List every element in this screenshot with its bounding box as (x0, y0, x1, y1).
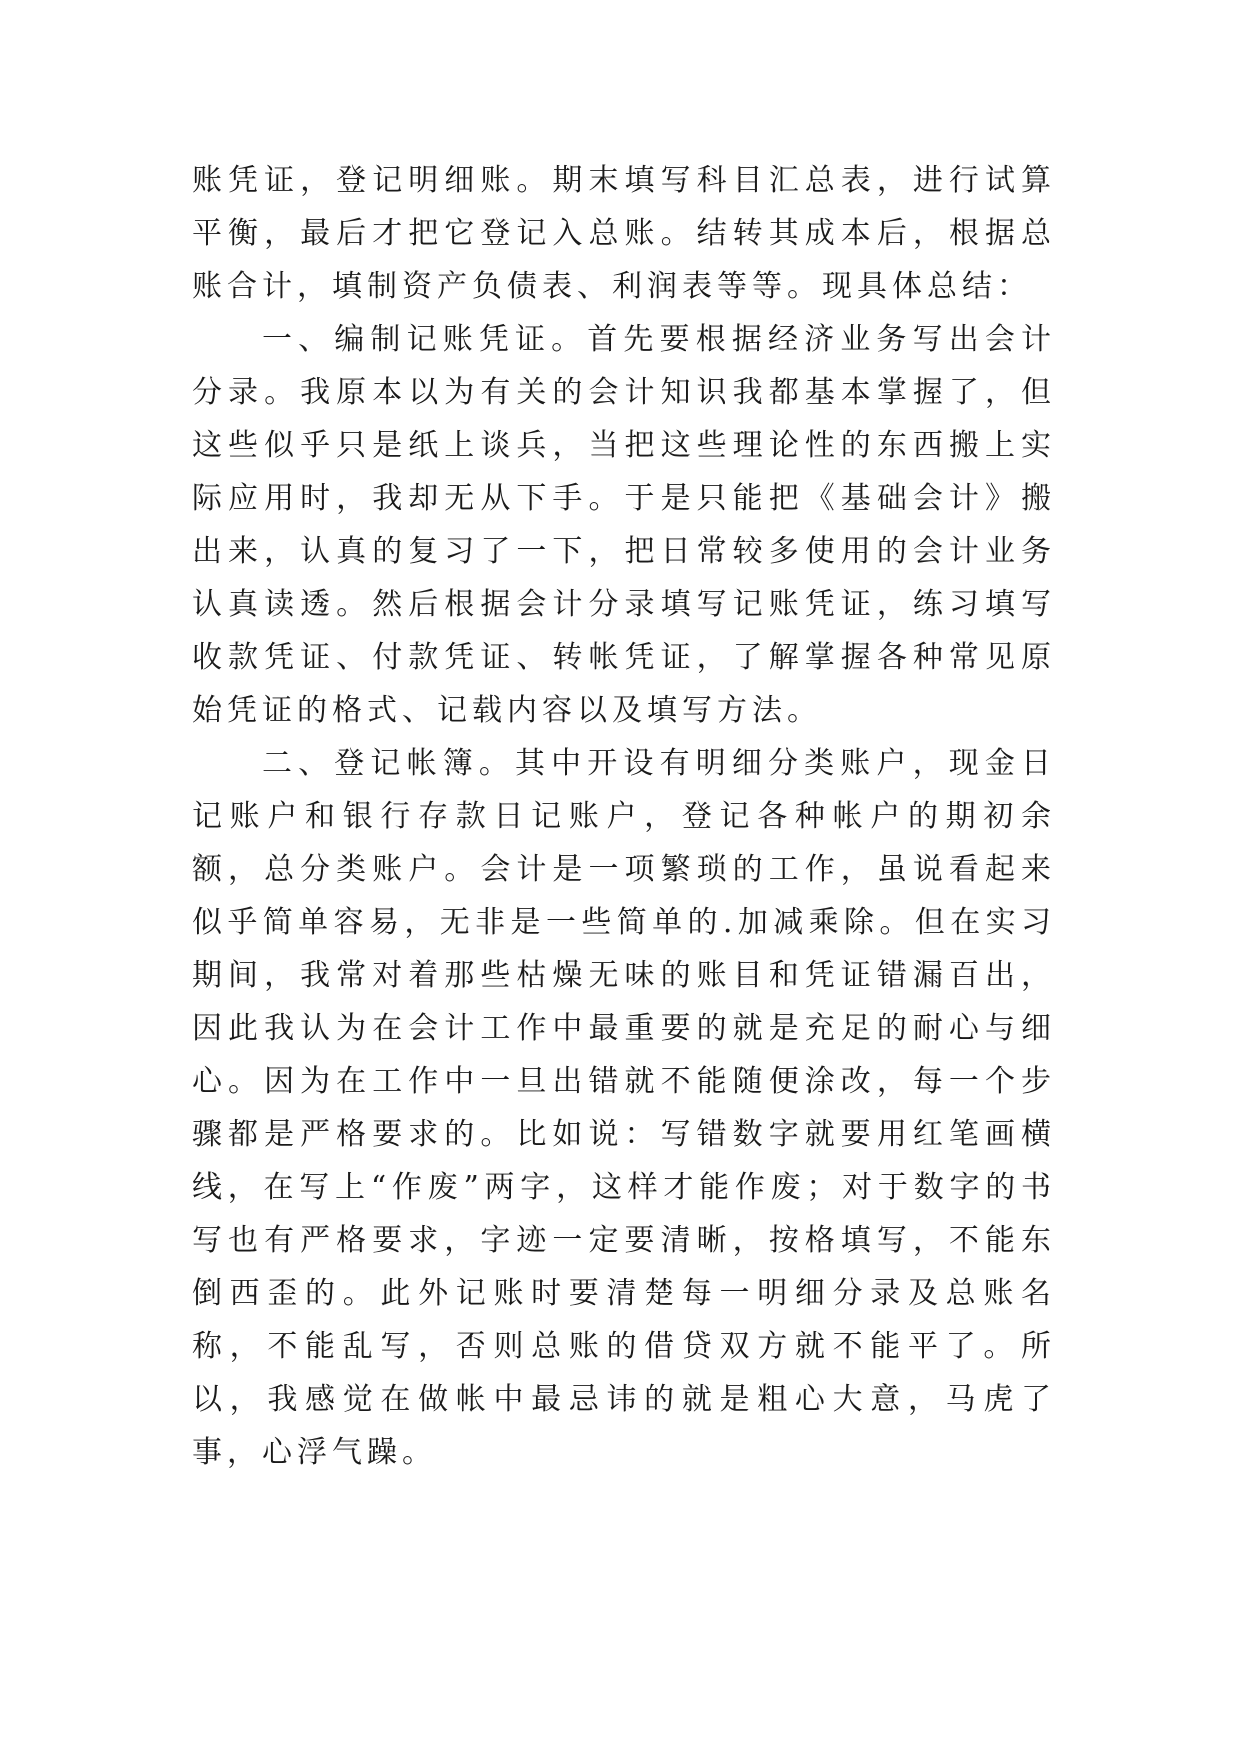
paragraph-section-one: 一、编制记账凭证。首先要根据经济业务写出会计分录。我原本以为有关的会计知识我都基本掌握了，但这些似乎只是纸上谈兵，当把这些理论性的东西搬上实际应用时，我却无从下手。于是只能把《基础会计》搬出来，认真的复习了一下，把日常较多使用的会计业务认真读透。然后根据会计分录填写记账凭证，练习填写收款凭证、付款凭证、转帐凭证，了解掌握各种常见原始凭证的格式、记载内容以及填写方法。 (192, 322, 1056, 728)
paragraph-intro: 账凭证，登记明细账。期末填写科目汇总表，进行试算平衡，最后才把它登记入总账。结转其成本后，根据总账合计，填制资产负债表、利润表等等。现具体总结： (192, 163, 1056, 304)
document-page (192, 154, 1056, 1479)
paragraph-section-two: 二、登记帐簿。其中开设有明细分类账户，现金日记账户和银行存款日记账户，登记各种帐户的期初余额，总分类账户。会计是一项繁琐的工作，虽说看起来似乎简单容易，无非是一些简单的.加减乘除。但在实习期间，我常对着那些枯燥无味的账目和凭证错漏百出，因此我认为在会计工作中最重要的就是充足的耐心与细心。因为在工作中一旦出错就不能随便涂改，每一个步骤都是严格要求的。比如说：写错数字就要用红笔画横线，在写上“作废”两字，这样才能作废；对于数字的书写也有严格要求，字迹一定要清晰，按格填写，不能东倒西歪的。此外记账时要清楚每一明细分录及总账名称，不能乱写，否则总账的借贷双方就不能平了。所以，我感觉在做帐中最忌讳的就是粗心大意，马虎了事，心浮气躁。 (192, 746, 1056, 1470)
